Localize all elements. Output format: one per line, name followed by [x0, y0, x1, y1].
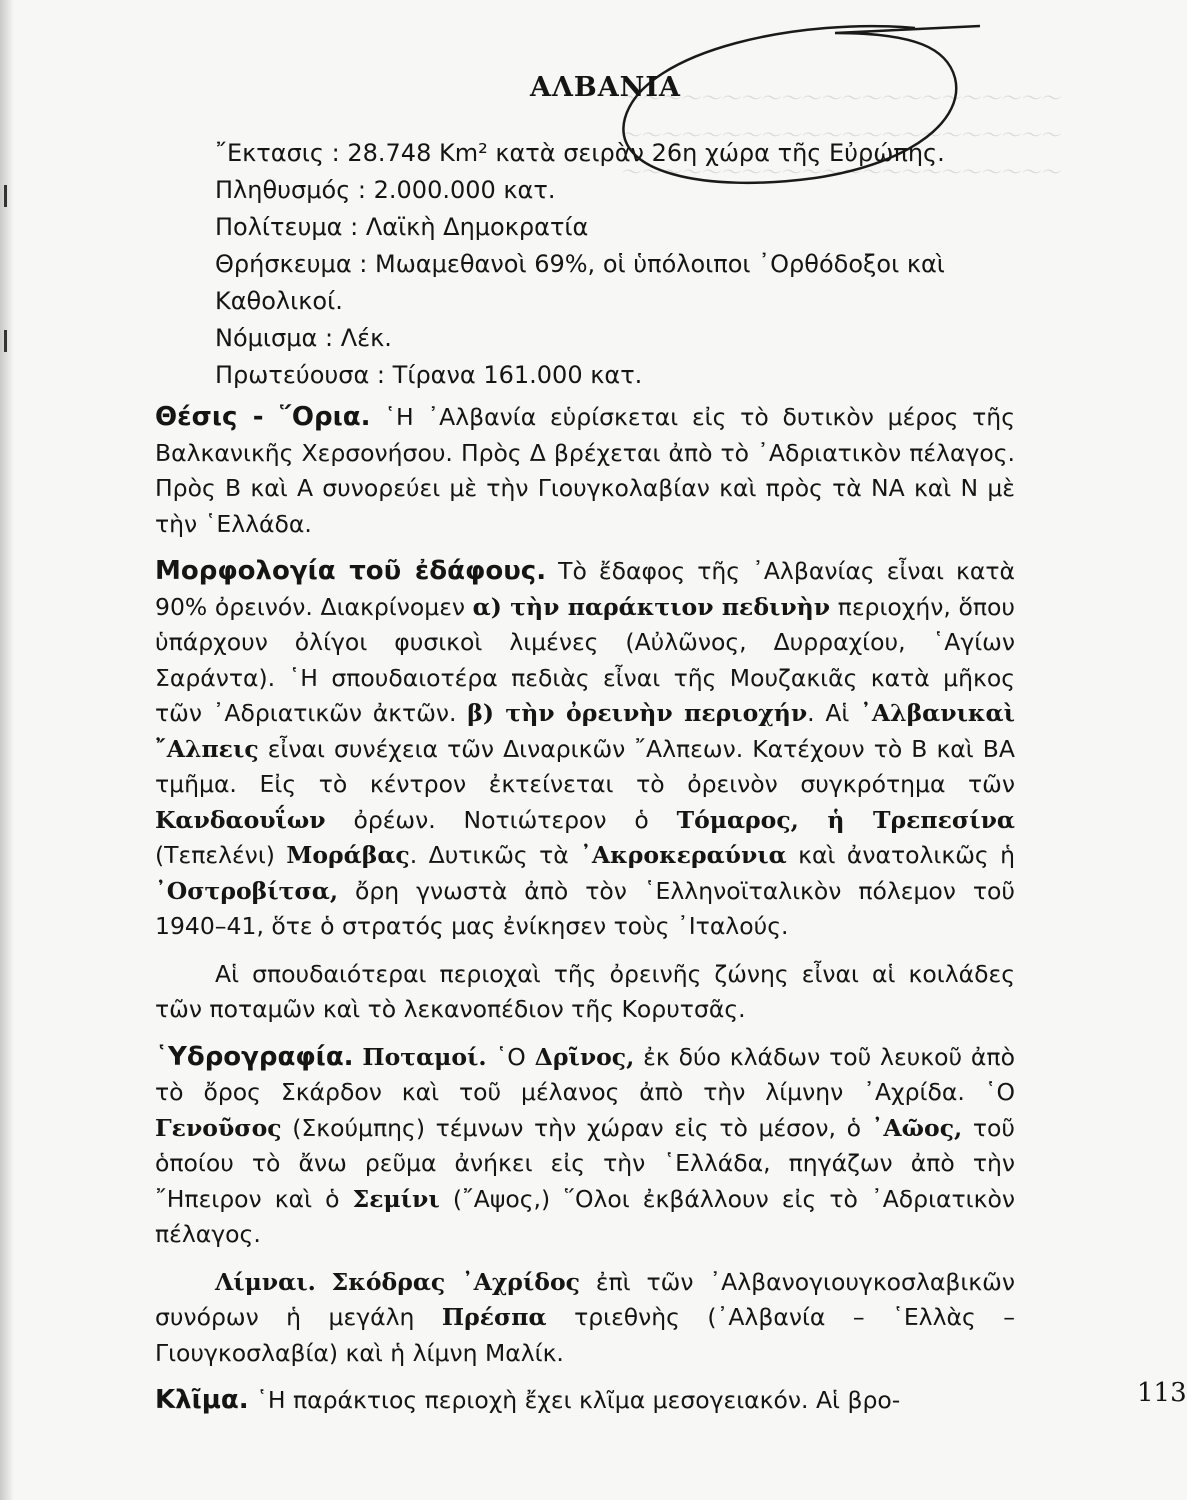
section-heading: Μορφολογία τοῦ ἐδάφους.	[155, 556, 547, 586]
binding-mark	[4, 185, 7, 207]
fact-area	[215, 135, 1015, 172]
bold-term: Ποταμοί.	[362, 1042, 487, 1071]
bold-term: Γενοῦσος	[155, 1113, 282, 1142]
page-number: 113	[1137, 1378, 1187, 1408]
bold-term: Τόμαρος, ἡ Τρεπεσίνα	[676, 805, 1015, 834]
text-run: . Δυτικῶς τὰ	[409, 841, 569, 869]
fact-label: Πληθυσμός :	[215, 176, 366, 204]
text-run: (Σκούμπης) τέμνων τὴν χώραν εἰς τὸ μέσον, ὁ	[292, 1113, 862, 1142]
fact-label: Πολίτευμα :	[215, 213, 359, 241]
section-text: ῾Η ᾿Αλβανία εὑρίσκεται εἰς τὸ δυτικὸν μέρος τῆς Βαλκανικῆς Χερσονήσου. Πρὸς Δ βρέχεται ἀπὸ τὸ ᾿Αδριατικὸν πέλαγος. Πρὸς Β καὶ Α συνορεύει μὲ τὴν Γιουγκολαβίαν καὶ πρὸς τὰ ΝΑ καὶ Ν μὲ τὴν ῾Ελλάδα.	[155, 403, 1015, 538]
text-run: τριεθνὴς (᾿Αλβανία – ῾Ελλὰς – Γιουγκοσλαβία) καὶ ἡ λίμνη Μαλίκ.	[155, 1303, 1015, 1367]
page-title: ΑΛΒΑΝΙΑ	[530, 72, 681, 103]
bold-term: Σκόδρας ᾿Αχρίδος	[331, 1267, 580, 1296]
bold-term: Πρέσπα	[441, 1303, 547, 1331]
fact-population	[215, 172, 1015, 209]
binding-mark	[4, 330, 7, 352]
fact-label: ῎Εκτασις :	[215, 139, 340, 167]
text-run: τοῦ ὁποίου τὸ ἄνω ρεῦμα ἀνήκει εἰς τὴν ῾Ελλάδα, πηγάζων ἀπὸ τὴν ῎Ηπειρον καὶ ὁ	[155, 1113, 1015, 1213]
fact-value: Λαϊκὴ Δημοκρατία	[365, 213, 589, 241]
text-run: . Αἱ	[807, 699, 850, 727]
fact-religion	[215, 246, 1015, 320]
text-run: ῾Ο	[495, 1042, 526, 1071]
section-morphology	[155, 554, 1015, 945]
text-run: Τὸ ἔδαφος τῆς ᾿Αλβανίας εἶναι κατὰ 90% ὀρεινόν. Διακρίνομεν	[155, 557, 1015, 621]
section-heading: Θέσις - ῞Ορια.	[155, 402, 371, 432]
text-run: ὄρη γνωστὰ ἀπὸ τὸν ῾Ελληνοϊταλικὸν πόλεμον τοῦ 1940–41, ὅτε ὁ στρατός μας ἐνίκησεν τοὺς ᾿Ιταλούς.	[155, 876, 1015, 940]
morphology-paragraph-2: Αἱ σπουδαιότεραι περιοχαὶ τῆς ὀρεινῆς ζώνης εἶναι αἱ κοιλάδες τῶν ποταμῶν καὶ τὸ λεκανοπέδιον τῆς Κορυτσᾶς.	[155, 959, 1015, 1023]
bold-term: Δρῖνος,	[534, 1042, 635, 1071]
section-heading: ῾Υδρογραφία.	[155, 1041, 354, 1072]
bold-term: ᾿Ακροκεραύνια	[580, 841, 787, 869]
bold-term: Σεμίνι	[352, 1184, 440, 1213]
fact-currency	[215, 320, 1015, 357]
text-run: ἐκ δύο κλάδων τοῦ λευκοῦ ἀπὸ τὸ ὄρος Σκάρδον καὶ τοῦ μέλανος ἀπὸ τὴν λίμνην ᾿Αχρίδα. ῾Ο	[155, 1042, 1015, 1106]
text-run: (Τεπελένι)	[155, 841, 275, 869]
page-edge-shadow	[0, 0, 14, 1500]
section-heading: Κλῖμα.	[155, 1385, 249, 1415]
fact-value: Λέκ.	[340, 324, 392, 352]
bold-term: ᾿Αῶος,	[871, 1113, 963, 1142]
fact-government	[215, 209, 1015, 246]
fact-label: Θρήσκευμα :	[215, 250, 368, 278]
bold-term: α) τὴν παράκτιον πεδινὴν	[472, 592, 831, 621]
bold-term: Μοράβας	[286, 841, 410, 869]
fact-value: Μωαμεθανοὶ 69%, οἱ ὑπόλοιποι ᾿Ορθόδοξοι καὶ Καθολικοί.	[215, 250, 945, 315]
bold-term: Κανδαουΐων	[155, 805, 326, 834]
section-position	[155, 400, 1015, 542]
text-run: εἶναι συνέχεια τῶν Διναρικῶν ῎Αλπεων. Κατέχουν τὸ Β καὶ ΒΑ τμῆμα. Εἰς τὸ κέντρον ἐκτείνεται τὸ ὀρεινὸν συγκρότημα τῶν	[155, 734, 1015, 798]
fact-capital	[215, 357, 1015, 394]
lakes-paragraph	[155, 1265, 1015, 1372]
bold-term: β) τὴν ὀρεινὴν περιοχήν	[467, 699, 808, 727]
bold-term: ᾿Αλβανικαὶ ῎Αλπεις	[155, 699, 1016, 763]
section-climate	[155, 1383, 1015, 1419]
body-text	[155, 400, 1015, 1431]
section-hydrography	[155, 1040, 1015, 1253]
bold-term: Λίμναι.	[215, 1267, 316, 1296]
text-run: ἐπὶ τῶν ᾿Αλβανογιουγκοσλαβικῶν συνόρων ἡ μεγάλη	[155, 1267, 1015, 1331]
text-run: ὀρέων. Νοτιώτερον ὁ	[353, 805, 649, 834]
text-run: (῎Αψος,) ῞Ολοι ἐκβάλλουν εἰς τὸ ᾿Αδριατικὸν πέλαγος.	[155, 1184, 1015, 1248]
text-run: περιοχήν, ὅπου ὑπάρχουν ὀλίγοι φυσικοὶ λιμένες (Αὐλῶνος, Δυρραχίου, ῾Αγίων Σαράντα). ῾Η σπουδαιοτέρα πεδιὰς εἶναι τῆς Μουζακιᾶς κατὰ μῆκος τῶν ᾿Αδριατικῶν ἀκτῶν.	[155, 592, 1015, 727]
section-text: ῾Η παράκτιος περιοχὴ ἔχει κλῖμα μεσογειακόν. Αἱ βρο-	[256, 1386, 901, 1414]
text-run: καὶ ἀνατολικῶς ἡ	[798, 841, 1015, 869]
fact-label: Νόμισμα :	[215, 324, 334, 352]
bold-term: ᾿Οστροβίτσα,	[155, 876, 339, 905]
fact-label: Πρωτεύουσα :	[215, 361, 386, 389]
fact-value: 2.000.000 κατ.	[373, 176, 556, 204]
fact-value: Τίρανα 161.000 κατ.	[392, 361, 643, 389]
bleed-through-text: ～～～～～～～～～～～～～～～～～～～～～～ ～～～～～～～～～～～～～～～～～～～～～～ ～～～～～～～～～～～～～～～～～～～～～～	[620, 86, 1060, 184]
fact-value: 28.748 Km² κατὰ σειρὰν 26η χώρα τῆς Εὐρώπης.	[347, 139, 945, 167]
country-facts	[215, 135, 1015, 394]
